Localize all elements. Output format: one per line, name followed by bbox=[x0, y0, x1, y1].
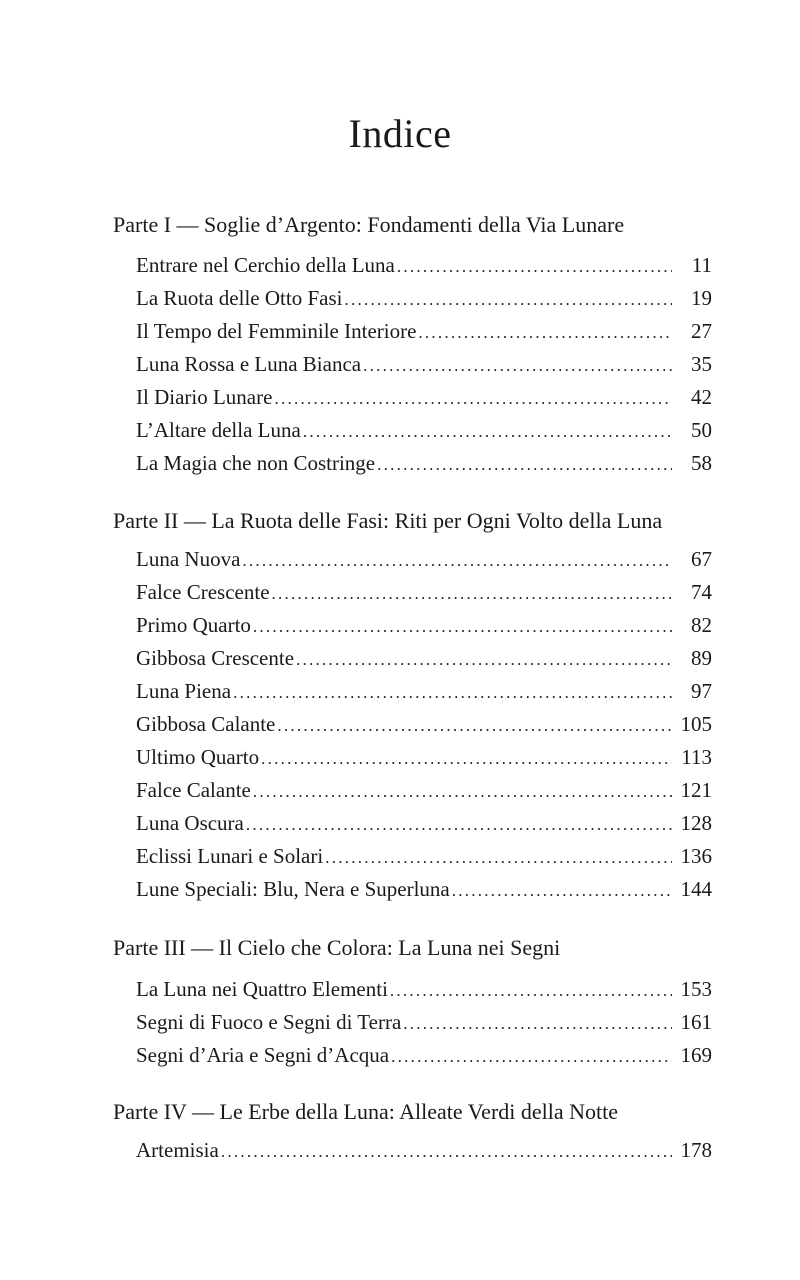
dot-leader bbox=[221, 1136, 672, 1168]
dot-leader bbox=[397, 251, 672, 283]
toc-entry[interactable] bbox=[136, 1039, 712, 1071]
part-heading: Parte IV — Le Erbe della Luna: Alleate Verdi della Notte bbox=[113, 1099, 619, 1124]
entry-page-number: 11 bbox=[691, 253, 712, 277]
entry-page-number: 50 bbox=[691, 418, 712, 442]
entry-page-number: 35 bbox=[691, 352, 712, 376]
entry-title: Primo Quarto bbox=[136, 613, 251, 637]
entry-page-number: 178 bbox=[680, 1138, 712, 1162]
dot-leader bbox=[363, 350, 672, 382]
entry-page-number: 161 bbox=[680, 1010, 712, 1034]
entry-page-number: 113 bbox=[681, 745, 712, 769]
toc-entry[interactable] bbox=[136, 840, 712, 872]
dot-leader bbox=[403, 1008, 672, 1040]
entry-title: Artemisia bbox=[136, 1138, 219, 1162]
dot-leader bbox=[253, 611, 672, 643]
entry-page-number: 128 bbox=[680, 811, 712, 835]
entry-page-number: 153 bbox=[680, 977, 712, 1001]
toc-entry[interactable] bbox=[136, 576, 712, 608]
toc-entry[interactable] bbox=[136, 282, 712, 314]
entry-title: Falce Crescente bbox=[136, 580, 270, 604]
dot-leader bbox=[296, 644, 672, 676]
toc-entry[interactable] bbox=[136, 249, 712, 281]
toc-entry[interactable] bbox=[136, 609, 712, 641]
entry-page-number: 42 bbox=[691, 385, 712, 409]
entry-title: Luna Nuova bbox=[136, 547, 241, 571]
toc-entry[interactable] bbox=[136, 973, 712, 1005]
entry-title: La Luna nei Quattro Elementi bbox=[136, 977, 388, 1001]
entry-page-number: 27 bbox=[691, 319, 712, 343]
entry-page-number: 169 bbox=[680, 1043, 712, 1067]
entry-title: Il Diario Lunare bbox=[136, 385, 273, 409]
dot-leader bbox=[325, 842, 672, 874]
toc-entry[interactable] bbox=[136, 873, 712, 905]
entry-title: Luna Piena bbox=[136, 679, 232, 703]
dot-leader bbox=[303, 416, 672, 448]
toc-entry[interactable] bbox=[136, 1006, 712, 1038]
toc-entry[interactable] bbox=[136, 381, 712, 413]
toc-entry[interactable] bbox=[136, 774, 712, 806]
dot-leader bbox=[391, 1041, 672, 1073]
toc-entry[interactable] bbox=[136, 315, 712, 347]
dot-leader bbox=[344, 284, 672, 316]
dot-leader bbox=[261, 743, 672, 775]
entry-title: La Ruota delle Otto Fasi bbox=[136, 286, 343, 310]
entry-title: Eclissi Lunari e Solari bbox=[136, 844, 324, 868]
entry-title: Falce Calante bbox=[136, 778, 251, 802]
entry-title: Segni d’Aria e Segni d’Acqua bbox=[136, 1043, 390, 1067]
entry-page-number: 136 bbox=[680, 844, 712, 868]
toc-entry[interactable] bbox=[136, 807, 712, 839]
entry-title: Gibbosa Crescente bbox=[136, 646, 295, 670]
dot-leader bbox=[246, 809, 672, 841]
entry-page-number: 105 bbox=[680, 712, 712, 736]
entry-title: Gibbosa Calante bbox=[136, 712, 276, 736]
toc-entry[interactable] bbox=[136, 741, 712, 773]
entry-title: Luna Oscura bbox=[136, 811, 244, 835]
entry-page-number: 121 bbox=[680, 778, 712, 802]
part-heading: Parte II — La Ruota delle Fasi: Riti per Ogni Volto della Luna bbox=[113, 508, 663, 533]
part-heading: Parte III — Il Cielo che Colora: La Luna nei Segni bbox=[113, 935, 561, 960]
entry-title: La Magia che non Costringe bbox=[136, 451, 376, 475]
entry-page-number: 89 bbox=[691, 646, 712, 670]
toc-entry[interactable] bbox=[136, 708, 712, 740]
dot-leader bbox=[233, 677, 672, 709]
dot-leader bbox=[277, 710, 672, 742]
entry-page-number: 58 bbox=[691, 451, 712, 475]
dot-leader bbox=[242, 545, 672, 577]
entry-page-number: 97 bbox=[691, 679, 712, 703]
toc-entry[interactable] bbox=[136, 348, 712, 380]
entry-title: Luna Rossa e Luna Bianca bbox=[136, 352, 362, 376]
entry-title: L’Altare della Luna bbox=[136, 418, 301, 442]
entry-page-number: 67 bbox=[691, 547, 712, 571]
entry-title: Ultimo Quarto bbox=[136, 745, 260, 769]
dot-leader bbox=[272, 578, 672, 610]
toc-entry[interactable] bbox=[136, 414, 712, 446]
toc-entry[interactable] bbox=[136, 675, 712, 707]
toc-entry[interactable] bbox=[136, 1134, 712, 1166]
toc-entry[interactable] bbox=[136, 642, 712, 674]
part-heading: Parte I — Soglie d’Argento: Fondamenti della Via Lunare bbox=[113, 212, 625, 237]
dot-leader bbox=[253, 776, 672, 808]
toc-entry[interactable] bbox=[136, 543, 712, 575]
dot-leader bbox=[377, 449, 672, 481]
entry-title: Segni di Fuoco e Segni di Terra bbox=[136, 1010, 402, 1034]
entry-page-number: 82 bbox=[691, 613, 712, 637]
entry-page-number: 19 bbox=[691, 286, 712, 310]
entry-title: Lune Speciali: Blu, Nera e Superluna bbox=[136, 877, 450, 901]
entry-page-number: 144 bbox=[680, 877, 712, 901]
page-title: Indice bbox=[348, 111, 452, 156]
entry-page-number: 74 bbox=[691, 580, 712, 604]
toc-entry[interactable] bbox=[136, 447, 712, 479]
entry-title: Il Tempo del Femminile Interiore bbox=[136, 319, 417, 343]
dot-leader bbox=[452, 875, 672, 907]
dot-leader bbox=[418, 317, 672, 349]
dot-leader bbox=[274, 383, 672, 415]
entry-title: Entrare nel Cerchio della Luna bbox=[136, 253, 395, 277]
dot-leader bbox=[390, 975, 672, 1007]
